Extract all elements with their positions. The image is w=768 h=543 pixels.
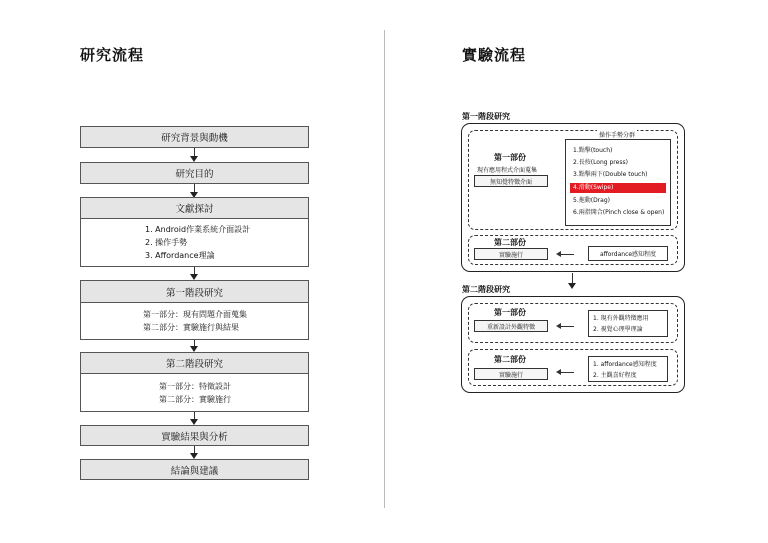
stage1-part1-subtitle: 現有應用程式介面蒐集	[477, 167, 538, 174]
step-results-analysis: 實驗結果與分析	[80, 425, 309, 446]
gesture-item: 1.點擊(touch)	[573, 147, 613, 154]
stage1-part2-right: affordance感知程度	[588, 246, 668, 261]
step-background-motivation: 研究背景與動機	[80, 126, 309, 148]
stage2-part2-item: 1. affordance感知程度	[593, 361, 657, 368]
stage1-part1-box: 無知覺特徵介面	[474, 175, 548, 187]
step-purpose: 研究目的	[80, 162, 309, 184]
stage2-part1-title: 第一部份	[494, 308, 526, 317]
gesture-item: 2.長按(Long press)	[573, 159, 628, 166]
step-stage2: 第二階段研究	[80, 352, 309, 374]
stage1-item: 第二部分：實驗施行與結果	[143, 323, 239, 332]
arrow-left-icon	[560, 326, 574, 327]
stage2-part1-box: 重新設計外觀特徵	[474, 320, 548, 332]
gesture-item-highlighted: 4.滑動(Swipe)	[570, 183, 666, 193]
stage1-heading: 第一階段研究	[462, 112, 510, 121]
stage1-part2-box: 實驗施行	[474, 248, 548, 260]
literature-review-details	[80, 219, 309, 267]
arrow-down-icon	[568, 283, 576, 289]
step-conclusion: 結論與建議	[80, 459, 309, 480]
step-literature-review: 文獻探討	[80, 197, 309, 219]
literature-item: 2. 操作手勢	[145, 238, 188, 247]
stage1-item: 第一部分：現有問題介面蒐集	[143, 310, 247, 319]
arrow-left-icon	[560, 372, 574, 373]
stage2-item: 第一部分：特徵設計	[159, 381, 231, 391]
stage1-details	[80, 303, 309, 340]
right-title: 實驗流程	[462, 46, 527, 64]
arrow-left-icon	[560, 254, 574, 255]
gesture-panel-title: 操作手勢分群	[599, 132, 636, 139]
gesture-item: 5.拖動(Drag)	[573, 197, 610, 204]
stage1-part1-title: 第一部份	[494, 153, 526, 162]
stage2-part2-item: 2. 主觀喜好程度	[593, 372, 637, 379]
left-title: 研究流程	[80, 46, 145, 64]
literature-item: 1. Android作業系統介面設計	[145, 225, 251, 234]
stage2-part2-right	[588, 356, 668, 382]
stage2-part2-box: 實驗施行	[474, 368, 548, 380]
literature-item: 3. Affordance理論	[145, 251, 215, 260]
stage2-heading: 第二階段研究	[462, 285, 510, 294]
step-stage1: 第一階段研究	[80, 280, 309, 303]
stage1-part2-title: 第二部份	[494, 238, 526, 247]
gesture-item: 6.兩指開合(Pinch close & open)	[573, 209, 665, 216]
stage2-part1-item: 1. 現有外觀特徵應用	[593, 315, 649, 322]
stage2-item: 第二部分：實驗施行	[159, 394, 231, 404]
gesture-item: 3.點擊兩下(Double touch)	[573, 171, 648, 178]
stage2-part1-right	[588, 310, 668, 337]
stage2-details	[80, 374, 309, 412]
stage2-part2-title: 第二部份	[494, 355, 526, 364]
stage2-part1-item: 2. 視覺心理學理論	[593, 326, 643, 333]
page-divider	[384, 30, 385, 508]
